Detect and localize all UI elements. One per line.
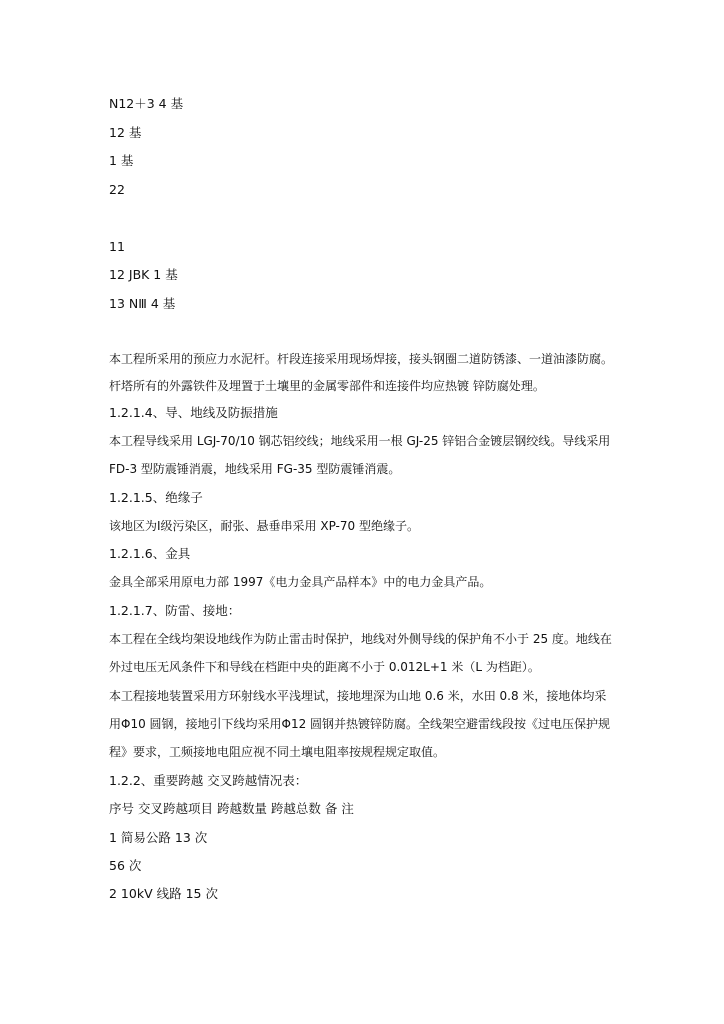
section-heading: 1.2.1.7、防雷、接地：	[109, 603, 241, 618]
text-line: 13 NⅢ 4 基	[109, 296, 176, 311]
section-heading: 1.2.2、重要跨越 交叉跨越情况表：	[109, 773, 308, 788]
text-line: 11	[109, 239, 125, 254]
paragraph-line: 外过电压无风条件下和导线在档距中央的距离不小于 0.012L+1 米（L 为档距）。	[109, 660, 540, 674]
paragraph-line: 本工程所采用的预应力水泥杆。杆段连接采用现场焊接，接头钢圈二道防锈漆、一道油漆防腐。	[109, 352, 614, 366]
paragraph-line: 本工程接地装置采用方环射线水平浅埋试，接地埋深为山地 0.6 米，水田 0.8 米，接地体均采	[109, 689, 607, 703]
paragraph-line: 杆塔所有的外露铁件及埋置于土壤里的金属零部件和连接件均应热镀 锌防腐处理。	[109, 379, 545, 393]
table-row-line: 56 次	[109, 858, 142, 873]
text-line: N12＋3 4 基	[109, 96, 184, 111]
text-line: 22	[109, 182, 125, 197]
table-row-line: 1 简易公路 13 次	[109, 830, 208, 845]
paragraph-line: 本工程在全线均架设地线作为防止雷击时保护，地线对外侧导线的保护角不小于 25 度。地线在	[109, 632, 612, 646]
section-heading: 1.2.1.5、绝缘子	[109, 490, 203, 505]
paragraph-line: FD-3 型防震锤消震，地线采用 FG-35 型防震锤消震。	[109, 462, 401, 476]
section-heading: 1.2.1.6、金具	[109, 546, 191, 561]
paragraph-line: 金具全部采用原电力部 1997《电力金具产品样本》中的电力金具产品。	[109, 575, 492, 589]
text-line: 1 基	[109, 153, 134, 168]
table-header-line: 序号 交叉跨越项目 跨越数量 跨越总数 备 注	[109, 801, 354, 816]
paragraph-line: 用Φ10 圆钢，接地引下线均采用Φ12 圆钢并热镀锌防腐。全线架空避雷线段按《过电压保护规	[109, 717, 611, 731]
paragraph-line: 本工程导线采用 LGJ-70/10 钢芯铝绞线；地线采用一根 GJ-25 锌铝合金镀层钢绞线。导线采用	[109, 434, 611, 448]
text-line: 12 基	[109, 125, 142, 140]
paragraph-line: 该地区为Ⅰ级污染区，耐张、悬垂串采用 XP-70 型绝缘子。	[109, 519, 419, 533]
section-heading: 1.2.1.4、导、地线及防振措施	[109, 405, 278, 420]
paragraph-line: 程》要求，工频接地电阻应视不同土壤电阻率按规程规定取值。	[109, 745, 446, 759]
text-line: 12 JBK 1 基	[109, 267, 178, 282]
table-row-line: 2 10kV 线路 15 次	[109, 886, 218, 901]
